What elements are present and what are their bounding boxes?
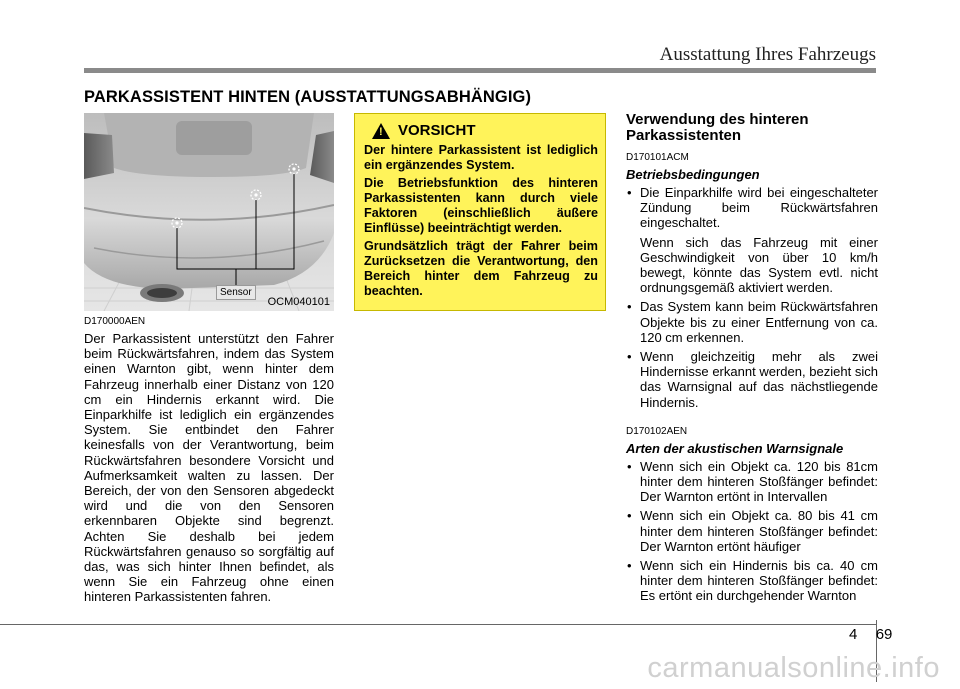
caution-title: VORSICHT <box>398 122 476 139</box>
page-number <box>849 626 892 643</box>
conditions-list <box>626 185 878 410</box>
subheading-operating-conditions: Betriebsbedingungen <box>626 167 760 182</box>
doc-code-2: D170102AEN <box>626 425 688 437</box>
list-item-continuation: Wenn sich das Fahrzeug mit einer Geschwindigkeit von über 10 km/h bewegt, könnte das System evtl. nicht ordnungsgemäß aktiviert werden. <box>640 234 878 296</box>
doc-code-1: D170101ACM <box>626 152 689 163</box>
caution-paragraph-1: Der hintere Parkassistent ist lediglich ein ergänzendes System. <box>364 143 598 172</box>
usage-heading: Verwendung des hinteren Parkassistenten <box>626 111 809 144</box>
list-item: • Wenn sich ein Hindernis bis ca. 40 cm hinter dem hinteren Stoßfänger befindet: Es ertönt ein durchgehender Warnton <box>626 558 878 604</box>
car-rear-illustration <box>84 113 334 311</box>
list-item <box>626 185 878 295</box>
running-header: Ausstattung Ihres Fahrzeugs <box>659 44 876 65</box>
watermark: carmanualsonline.info <box>647 652 940 684</box>
chapter-number: 4 <box>849 626 858 643</box>
intro-paragraph: Der Parkassistent unterstützt den Fahrer beim Rückwärtsfahren, indem das System einen Warnton gibt, wenn hinter dem Fahrzeug innerhalb einer Distanz von 120 cm ein Hindernis erkannt wird. Die Einparkhilfe ist lediglich ein ergänzendes System. Sie entbindet den Fahrer keinesfalls von der Verantwortung, beim Rückwärtsfahren besondere Vorsicht und Aufmerksamkeit walten zu lassen. Der Bereich, der von den Sensoren abgedeckt wird und die von den Sensoren erkennbaren Objekte sind begrenzt. Achten Sie deshalb bei jedem Rückwärtsfahren genauso so sorgfältig auf das, was sich hinter Ihnen befindet, als wenn Sie ein Fahrzeug ohne einen hinteren Parkassistenten fahren. <box>84 331 334 605</box>
section-title: PARKASSISTENT HINTEN (AUSSTATTUNGSABHÄNGIG) <box>84 88 532 106</box>
warning-triangle-icon: ! <box>372 123 390 139</box>
doc-code: D170000AEN <box>84 316 146 327</box>
usage-column <box>626 112 878 608</box>
header-rule <box>84 68 876 73</box>
sensor-callout: Sensor <box>216 285 256 300</box>
list-item: • Das System kann beim Rückwärtsfahren Objekte bis zu einer Entfernung von ca. 120 cm erkennen. <box>626 299 878 345</box>
list-item: • Wenn sich ein Objekt ca. 120 bis 81cm hinter dem hinteren Stoßfänger befindet: Der Warnton ertönt in Intervallen <box>626 459 878 505</box>
list-item: • Wenn gleichzeitig mehr als zwei Hindernisse erkannt werden, bezieht sich das Warnsignal auf das nächstliegende Hindernis. <box>626 349 878 410</box>
caution-box <box>354 113 606 311</box>
list-item: • Wenn sich ein Objekt ca. 80 bis 41 cm hinter dem hinteren Stoßfänger befindet: Der Warnton ertönt häufiger <box>626 508 878 554</box>
intro-column <box>84 316 334 605</box>
caution-header <box>372 122 598 139</box>
footer-rule <box>0 624 876 625</box>
figure-code: OCM040101 <box>267 296 330 308</box>
rear-bumper-photo <box>84 113 334 311</box>
page-number-value: 69 <box>875 626 893 643</box>
signal-list <box>626 459 878 604</box>
list-item-text: Die Einparkhilfe wird bei eingeschalteter Zündung beim Rückwärtsfahren eingeschaltet. <box>640 185 878 231</box>
subheading-signal-types: Arten der akustischen Warnsignale <box>626 440 844 456</box>
caution-paragraph-2: Die Betriebsfunktion des hinteren Parkassistenten kann durch viele Faktoren (einschließlich äußere Einflüsse) beeinträchtigt werden. <box>364 176 598 235</box>
caution-paragraph-3: Grundsätzlich trägt der Fahrer beim Zurücksetzen die Verantwortung, den Bereich hinter dem Fahrzeug zu beachten. <box>364 239 598 298</box>
